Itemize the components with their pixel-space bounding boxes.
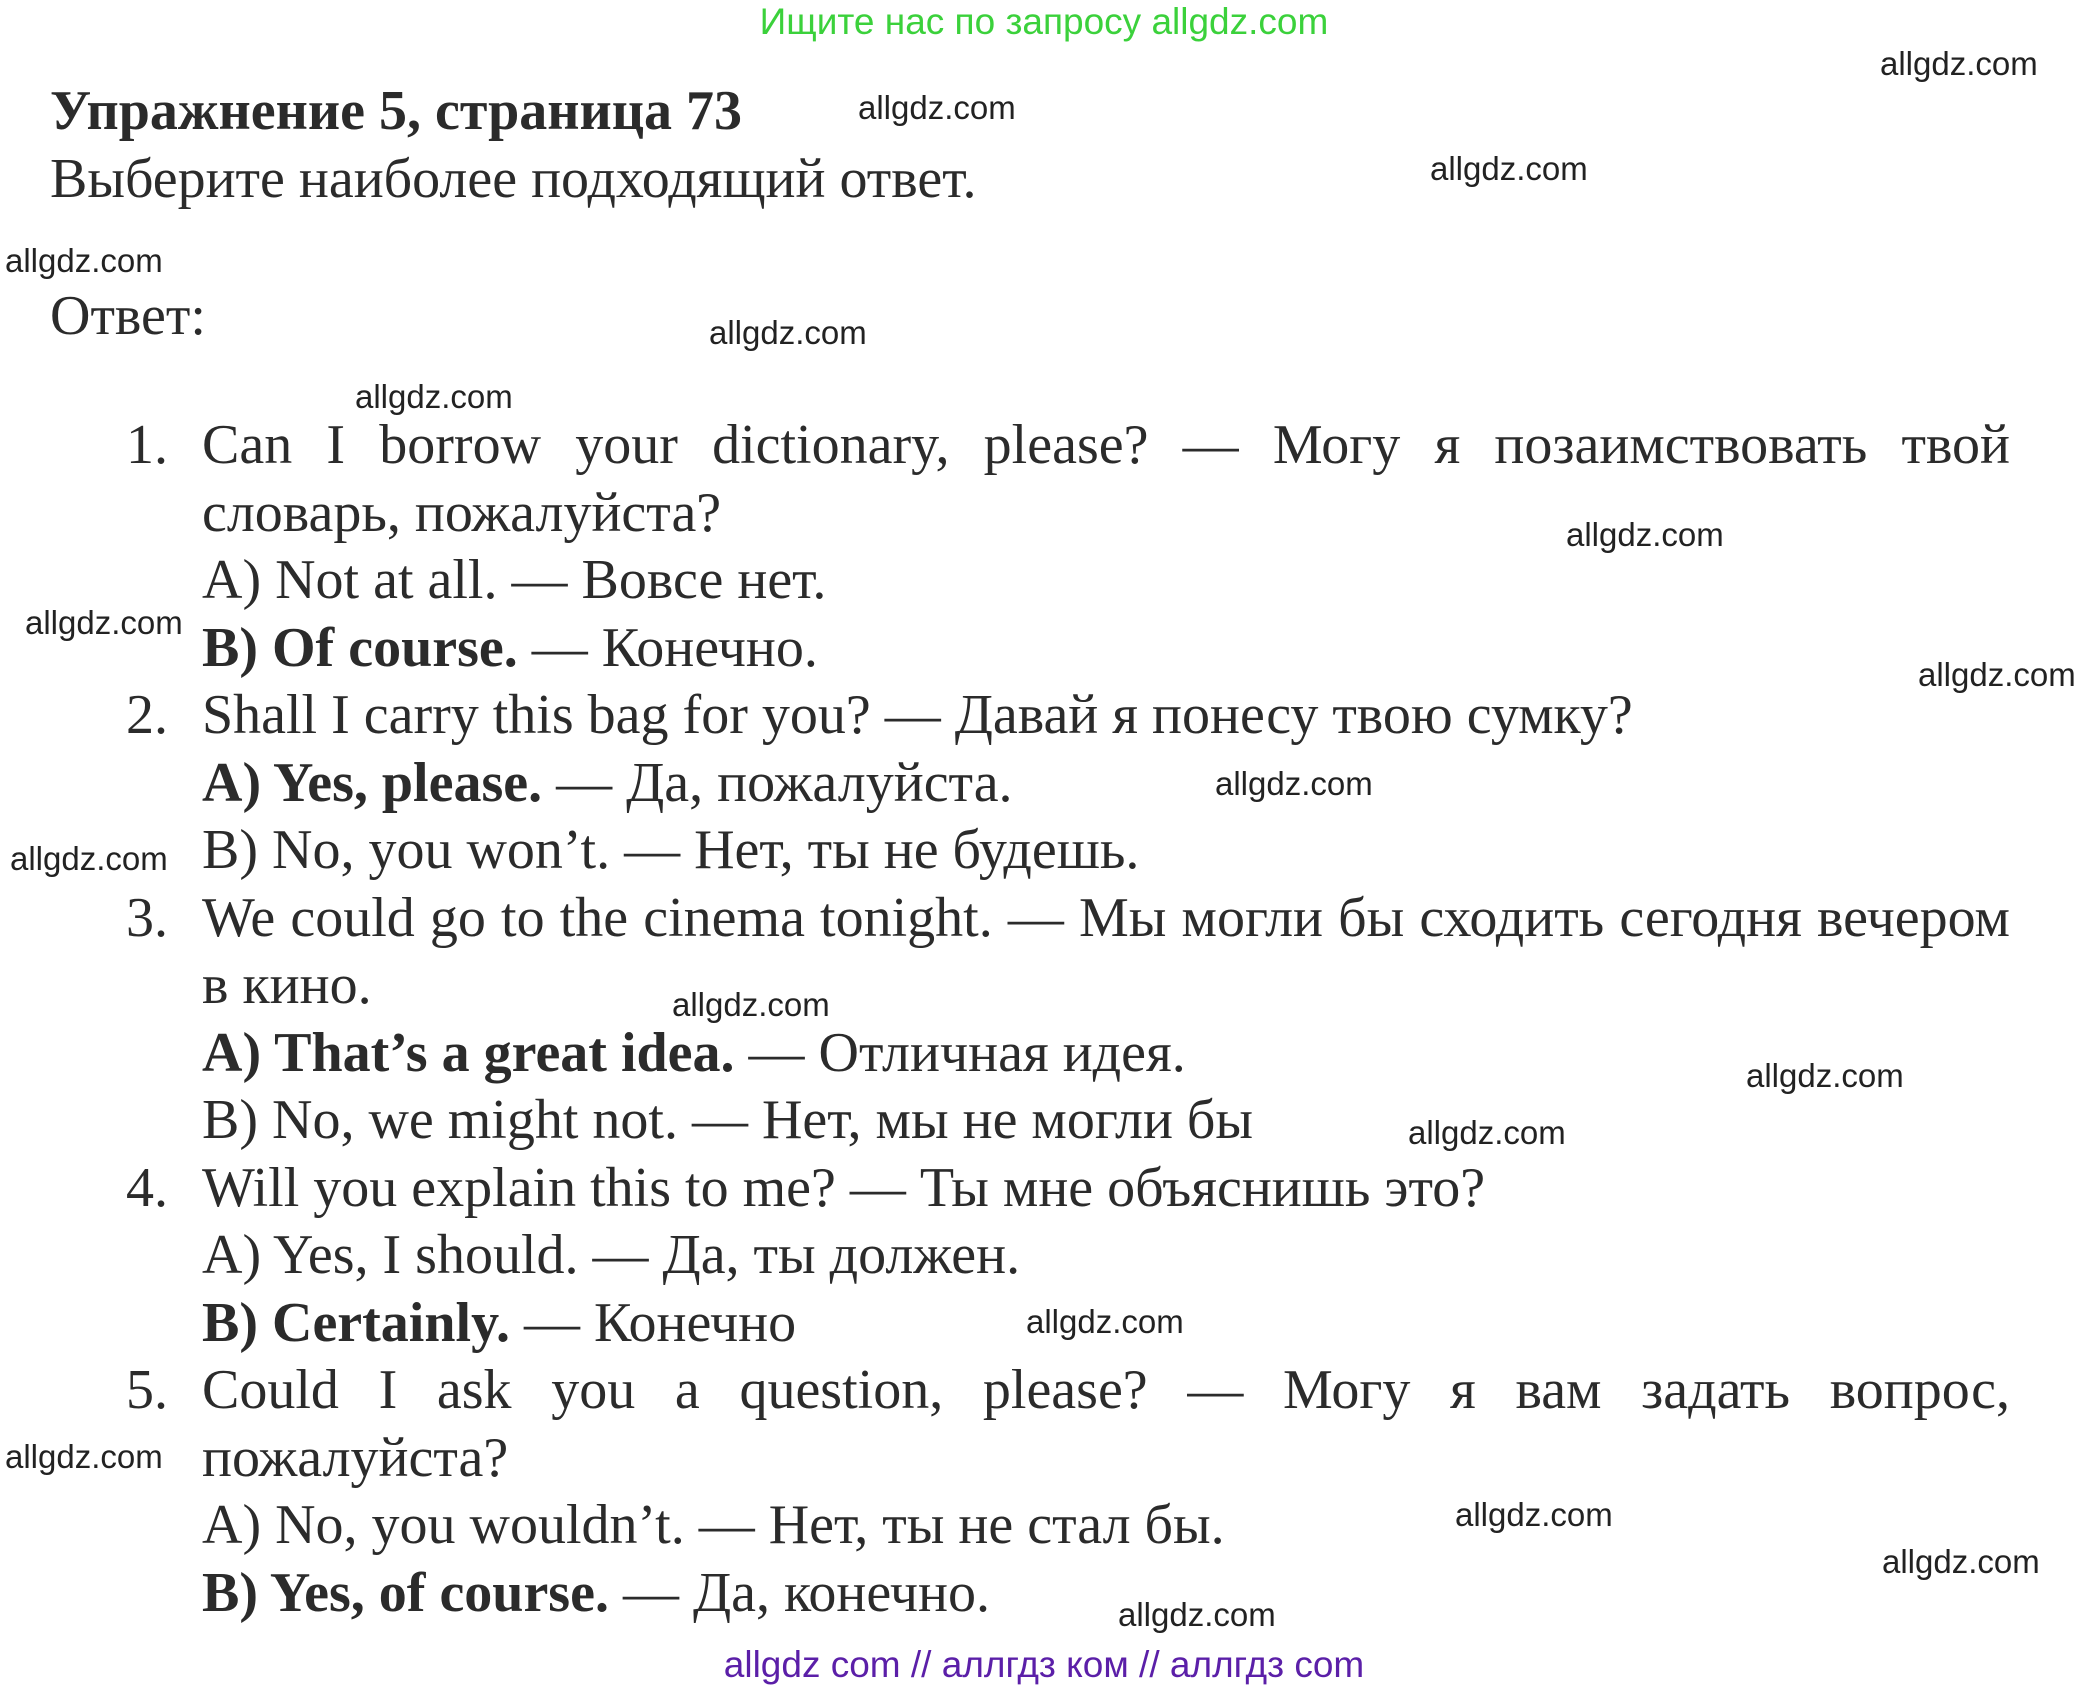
watermark: allgdz.com	[1882, 1543, 2040, 1580]
watermark: allgdz.com	[1880, 45, 2038, 82]
watermark: allgdz.com	[5, 242, 163, 279]
option-text: Yes, of course.	[269, 1561, 609, 1624]
watermark: allgdz.com	[709, 314, 867, 351]
option-label: B)	[202, 1561, 258, 1624]
option-label: A)	[202, 1494, 262, 1556]
question-text: Can I borrow your dictionary, please? — Могу я позаимствовать твой словарь, пожалуйста?	[202, 414, 2010, 544]
watermark: allgdz.com	[1746, 1057, 1904, 1094]
option-text: No, you wouldn’t.	[275, 1494, 685, 1556]
watermark: allgdz.com	[1408, 1114, 1566, 1151]
item-number: 4.	[126, 1156, 168, 1219]
answer-item-4	[0, 1155, 2010, 1358]
option-translation: — Нет, мы не могли бы	[691, 1089, 1254, 1151]
option-text: No, we might not.	[272, 1089, 678, 1151]
option-text: Yes, I should.	[273, 1224, 579, 1286]
option-text: That’s a great idea.	[274, 1021, 735, 1084]
option-text: No, you won’t.	[272, 819, 611, 881]
option-label: A)	[202, 1224, 262, 1286]
option-label: B)	[202, 1291, 258, 1354]
item-number: 1.	[126, 414, 168, 476]
exercise-title: Упражнение 5, страница 73	[50, 80, 743, 142]
option-label: B)	[202, 616, 258, 679]
answer-label: Ответ:	[50, 285, 206, 347]
watermark: allgdz.com	[1215, 765, 1373, 802]
option-a	[202, 1222, 2010, 1290]
question-text: We could go to the cinema tonight. — Мы могли бы сходить сегодня вечером в кино.	[202, 886, 2010, 1016]
footer-banner: allgdz com // аллгдз ком // аллгдз com	[723, 1644, 1365, 1685]
item-number: 2.	[126, 684, 168, 746]
option-translation: — Отличная идея.	[748, 1021, 1186, 1084]
option-b-correct	[202, 1560, 2010, 1628]
watermark: allgdz.com	[1918, 656, 2076, 693]
watermark: allgdz.com	[1430, 150, 1588, 187]
option-text: Of course.	[272, 616, 518, 679]
question-text: Could I ask you a question, please? — Могу я вам задать вопрос, пожалуйста?	[202, 1359, 2010, 1489]
option-translation: — Да, пожалуйста.	[556, 751, 1013, 814]
answer-item-2	[0, 682, 2010, 885]
option-translation: — Да, ты должен.	[592, 1224, 1021, 1286]
option-text: Yes, please.	[273, 751, 543, 814]
option-b	[202, 1087, 2010, 1155]
option-translation: — Конечно.	[531, 616, 818, 679]
watermark: allgdz.com	[672, 986, 830, 1023]
option-a-correct	[202, 750, 2010, 818]
option-translation: — Нет, ты не будешь.	[624, 819, 1140, 881]
option-label: A)	[202, 751, 262, 814]
option-b	[202, 817, 2010, 885]
answer-list	[0, 412, 2088, 1627]
watermark: allgdz.com	[1118, 1596, 1276, 1633]
question-text: Shall I carry this bag for you? — Давай я понесу твою сумку?	[202, 684, 1633, 746]
option-translation: — Нет, ты не стал бы.	[698, 1494, 1225, 1556]
option-translation: — Да, конечно.	[622, 1561, 990, 1624]
answer-item-5	[0, 1357, 2010, 1627]
watermark: allgdz.com	[5, 1438, 163, 1475]
watermark: allgdz.com	[1026, 1303, 1184, 1340]
option-text: Not at all.	[275, 549, 498, 611]
option-text: Certainly.	[272, 1291, 510, 1354]
watermark: allgdz.com	[1455, 1496, 1613, 1533]
option-label: B)	[202, 1089, 258, 1151]
question-text: Will you explain this to me? — Ты мне объяснишь это?	[202, 1156, 1486, 1219]
item-number: 5.	[126, 1359, 168, 1421]
watermark: allgdz.com	[355, 378, 513, 415]
option-translation: — Вовсе нет.	[511, 549, 827, 611]
option-label: A)	[202, 1021, 262, 1084]
watermark: allgdz.com	[1566, 516, 1724, 553]
option-a-correct	[202, 1020, 2010, 1088]
item-number: 3.	[126, 886, 168, 949]
option-translation: — Конечно	[523, 1291, 797, 1354]
option-b-correct	[202, 615, 2010, 683]
option-label: B)	[202, 819, 258, 881]
watermark: allgdz.com	[858, 89, 1016, 126]
option-a	[202, 1492, 2010, 1560]
option-label: A)	[202, 549, 262, 611]
option-a	[202, 547, 2010, 615]
watermark: allgdz.com	[10, 840, 168, 877]
watermark: allgdz.com	[25, 604, 183, 641]
answer-item-3	[0, 885, 2010, 1155]
top-search-banner: Ищите нас по запросу allgdz.com	[759, 1, 1329, 42]
exercise-instruction: Выберите наиболее подходящий ответ.	[50, 148, 977, 210]
